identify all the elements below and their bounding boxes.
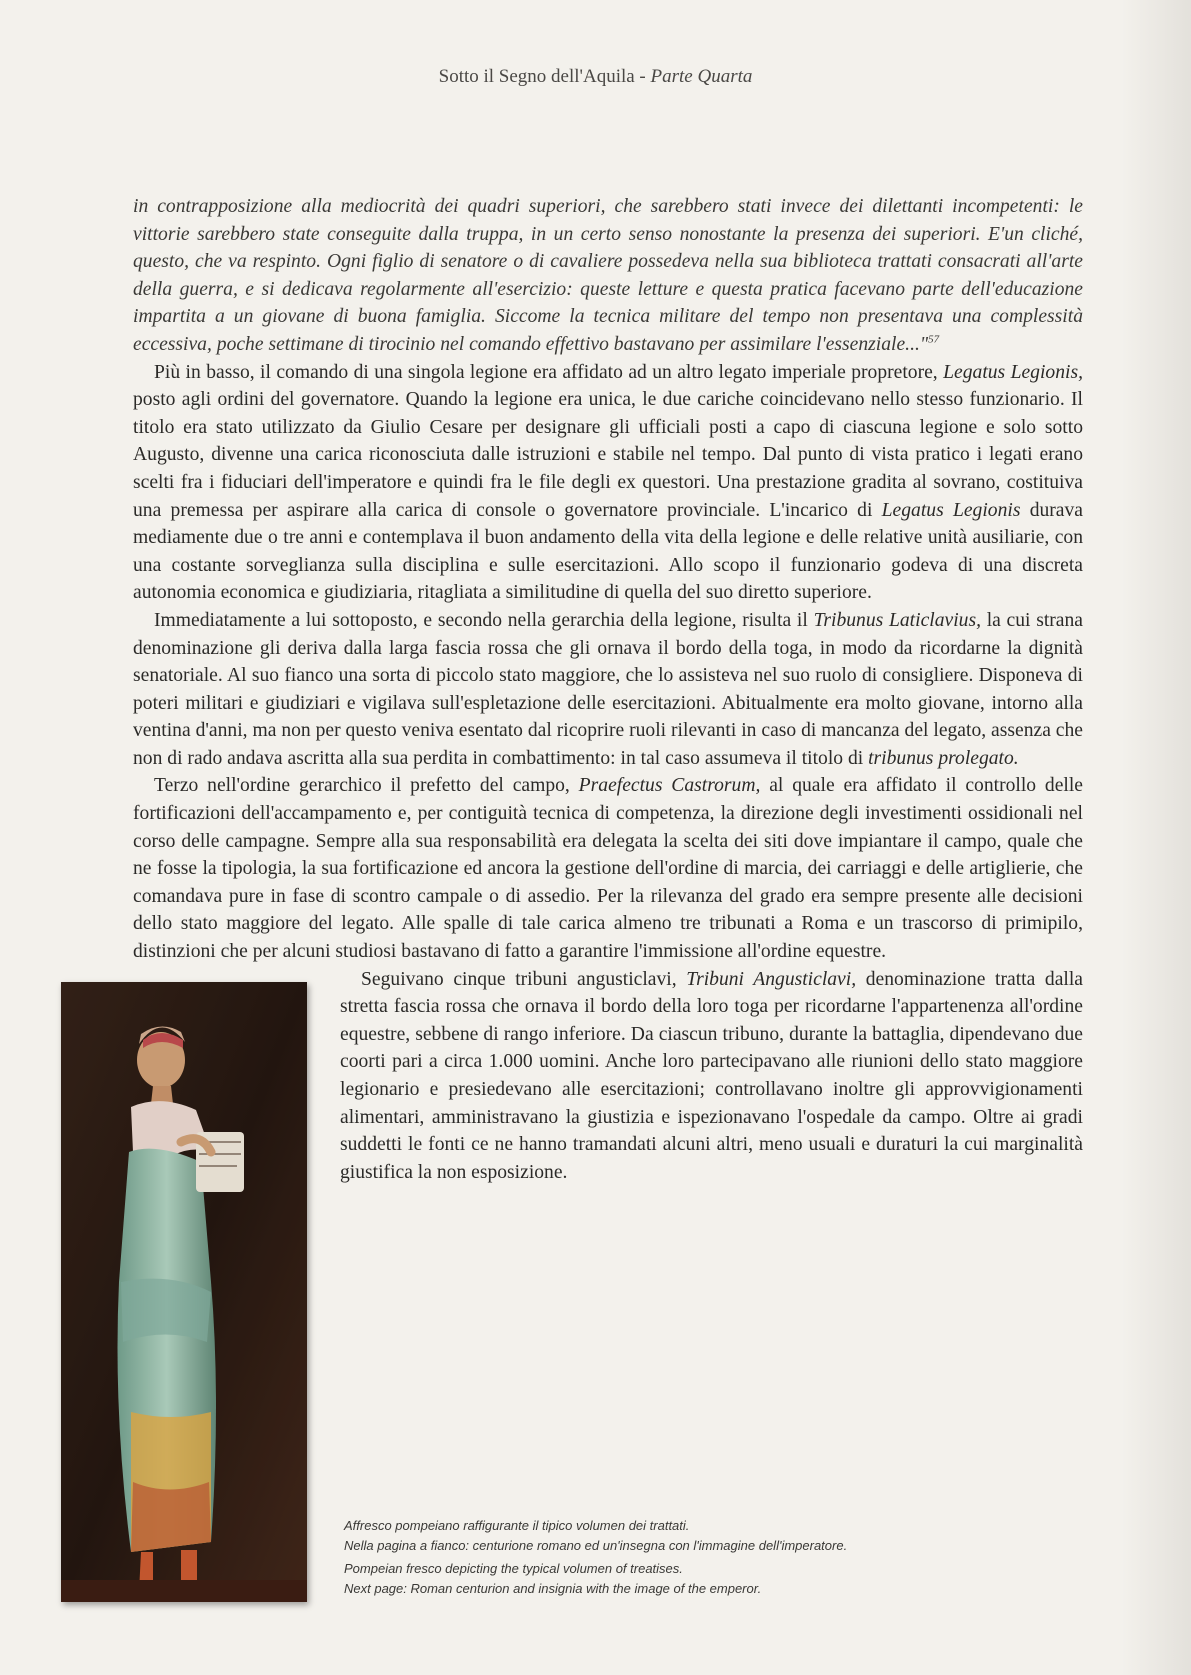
text-run: al quale era affidato il controllo delle fortificazioni dell'accampamento e, per contiguità tecnica di competenza, la direzione degli investimenti ossidionali nel corso delle campagne. Sempre alla sua responsabilità era delegata la scelta dei siti dove impiantare il campo, quale che ne fosse la tipologia, la sua fortificazione ed ancora la gestione dell'ordine di marcia, dei carriaggi e delle artiglierie, che comandava pure in fase di scontro campale o di assedio. Per la rilevanza del grado era sempre presente alle decisioni dello stato maggiore del legato. Alle spalle di tale carica almeno tre tribunati a Roma e un trascorso di primipilo, distinzioni che per alcuni studiosi bastavano di fatto a garantire l'immissione all'ordine equestre.: [133, 775, 1084, 963]
fresco-illustration: [61, 982, 307, 1602]
text-run: Seguivano cinque tribuni angusticlavi,: [361, 968, 687, 990]
paragraph-praefectus: [133, 772, 1083, 965]
page-edge-shadow: [1121, 0, 1191, 1675]
running-head-title: Sotto il Segno dell'Aquila -: [438, 66, 651, 87]
fresco-image: [61, 982, 307, 1602]
term-tribunus-prolegato: tribunus prolegato.: [868, 747, 1019, 769]
caption-en-line1: Pompeian fresco depicting the typical volumen of treatises.: [344, 1561, 683, 1576]
term-praefectus-castrorum: Praefectus Castrorum,: [578, 775, 761, 797]
paragraph-legatus: [133, 359, 1083, 607]
term-tribunus-laticlavius: Tribunus Laticlavius,: [813, 609, 981, 631]
text-run: durava mediamente due o tre anni e contemplava il buon andamento della vita della legione e delle relative unità ausiliarie, con una costante sorveglianza sulla disciplina e sulle esercitazioni. Allo scopo il funzionario godeva di una discreta autonomia economica e giudiziaria, ritagliata a similitudine di quella del suo diretto superiore.: [133, 499, 1083, 604]
running-head: [0, 66, 1191, 88]
caption-it-line2: Nella pagina a fianco: centurione romano ed un'insegna con l'immagine dell'imperatore.: [344, 1537, 848, 1553]
caption-en-line2: Next page: Roman centurion and insignia with the image of the emperor.: [344, 1580, 762, 1596]
text-run: Terzo nell'ordine gerarchico il prefetto del campo,: [154, 775, 579, 797]
footnote-ref: 57: [928, 333, 940, 346]
quote-paragraph: [133, 193, 1083, 359]
term-legatus-legionis-2: Legatus Legionis: [881, 499, 1021, 521]
text-run: posto agli ordini del governatore. Quando la legione era unica, le due cariche coincidevano nello stesso funzionario. Il titolo era stato utilizzato da Giulio Cesare per designare gli ufficiali posti a capo di ciascuna legione e solo sotto Augusto, divenne una carica riconosciuta dalle istruzioni e stabile nel tempo. Dal punto di vista pratico i legati erano scelti fra i fiduciari dell'imperatore e quindi fra le file degli ex questori. Una prestazione gradita al sovrano, costituiva una premessa per aspirare alla carica di console o governatore provinciale. L'incarico di: [133, 389, 1083, 521]
text-run: denominazione tratta dalla stretta fascia rossa che ornava il bordo della loro toga per ricordarne l'appartenenza all'ordine equestre, sebbene di rango inferiore. Da ciascun tribuno, durante la battaglia, dipendevano due coorti pari a circa 1.000 uomini. Anche loro partecipavano alle riunioni dello stato maggiore legionario e presiedevano alle esercitazioni; controllavano inoltre gli approvvigionamenti alimentari, amministravano la giustizia e ispezionavano l'ospedale da campo. Oltre ai gradi suddetti le fonti ce ne hanno tramandati alcuni altri, meno usuali e duraturi la cui marginalità giustifica la non esposizione.: [340, 968, 1083, 1183]
text-run: la cui strana denominazione gli deriva dalla larga fascia rossa che gli ornava il bordo della toga, in modo da ricordarne la dignità senatoriale. Al suo fianco una sorta di piccolo stato maggiore, che lo assisteva nel suo ruolo di consigliere. Disponeva di poteri militari e giudiziari e vigilava sull'espletazione delle esercitazioni. Abitualmente era molto giovane, intorno alla ventina d'anni, ma non per questo veniva esentato dal ricoprire ruoli rilevanti in caso di mancanza del legato, assenza che non di rado andava ascritta alla sua perdita in combattimento: in tal caso assumeva il titolo di: [133, 609, 1084, 769]
running-head-part: Parte Quarta: [650, 66, 753, 87]
quote-text: in contrapposizione alla mediocrità dei quadri superiori, che sarebbero stati invece dei dilettanti incompetenti: le vittorie sarebbero state conseguite dalla truppa, in un certo senso nonostante la presenza dei superiori. E'un cliché, questo, che va respinto. Ogni figlio di senatore o di cavaliere possedeva nella sua biblioteca trattati consacrati all'arte della guerra, e si dedicava regolarmente all'esercizio: queste letture e questa pratica facevano parte dell'educazione impartita a un giovane di buona famiglia. Siccome la tecnica militare del tempo non presentava una complessità eccessiva, poche settimane di tirocinio nel comando effettivo bastavano per assimilare l'essenziale...": [133, 196, 1083, 355]
text-run: Immediatamente a lui sottoposto, e secondo nella gerarchia della legione, risulta il: [154, 609, 814, 631]
term-legatus-legionis: Legatus Legionis,: [943, 361, 1083, 383]
text-run: Più in basso, il comando di una singola legione era affidato ad un altro legato imperiale propretore,: [154, 361, 944, 383]
caption-it-line1: Affresco pompeiano raffigurante il tipico volumen dei trattati.: [344, 1518, 690, 1533]
term-tribuni-angusticlavi: Tribuni Angusticlavi,: [686, 968, 857, 990]
figure-caption: [344, 1516, 1064, 1598]
paragraph-tribunus: [133, 607, 1083, 773]
